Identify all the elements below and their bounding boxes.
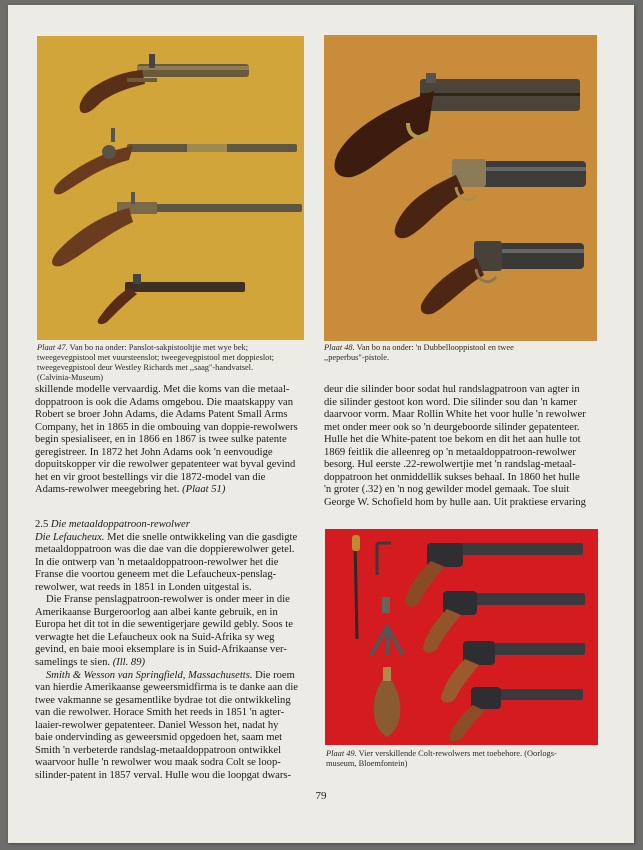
plate-48-label: Plaat 48. [324,343,355,352]
plate-49-photo [325,529,598,745]
book-page [8,5,634,843]
body-line: dopuitskopper vir die rewolwer gepatenteer wat byval gevind [35,459,296,471]
body-line: daarvoor vorm. Maar Rollin White het voor hulle 'n rewolwer [324,409,586,421]
section-heading [35,519,306,532]
plate-49-label: Plaat 49. [326,749,357,758]
plate-48-caption-line-2: ,,peperbus"-pistole. [324,353,390,362]
pepperbox-1 [395,159,586,238]
body-line: besorg. Hul eerste .22-rewolwertjie met 'n randslag-metaal- [324,459,576,471]
colt-4 [449,687,583,742]
body-line: doppatroon het onmiddellik sukses behaal. In 1860 het hulle [324,471,580,483]
column-1-top [35,384,306,497]
body-line: gevind, en baie mooi eksemplare is in Suid-Afrikaanse ver- [35,644,287,656]
plate-49-caption-line-1: Vier verskillende Colt-rewolwers met toebehore. (Oorlogs- [358,749,557,758]
pepperbox-2 [421,241,584,314]
body-line: van die rewolwer. Horace Smith het reeds in 1851 'n agter- [35,707,285,719]
body-line: Adams-rewolwer meegebring het. [35,484,180,496]
body-line: Die Franse penslagpatroon-rewolwer is onder meer in die [46,594,290,606]
body-line: Hulle het die White-patent toe bekom en dit het aan hulle tot [324,434,581,446]
body-line: Robert se broer John Adams, die Adams Patent Small Arms [35,409,288,421]
body-line: met onder meer ook so 'n deurgeboorde silinder gepatenteer. [324,421,580,433]
plate-48-caption-line-1: Van bo na onder: 'n Dubbellooppistool en twee [356,343,514,352]
body-line: Amerikaanse Burgeroorlog aan albei kante gebruik, en in [35,606,278,618]
pepperbox-illustration [324,35,597,341]
accessory-tools [371,543,403,655]
body-line: baie ondervinding as geweersmid opgedoen het, saam met [35,732,283,744]
subheading-smith-wesson: Smith & Wesson van Springfield, Massachusetts. [46,669,253,681]
body-line: 'n groter (.32) en 'n nog gewilder model gemaak. Toe sluit [324,484,570,496]
body-line: die silinder gestoot kon word. Die silinder sou dan 'n kamer [324,396,577,408]
section-title: Die metaaldoppatroon-rewolwer [50,519,190,530]
section-number: 2.5 [35,519,49,530]
plate-47-caption-line-4: (Calvinia-Museum) [37,373,104,382]
body-line: Europa het dit tot in die sewentigerjare gewild gebly. Soos te [35,619,293,631]
body-line: metaaldoppatroon was die dae van die doppierewolwer getel. [35,544,295,556]
plate-47-caption-line-2: tweegevegpistool met vuursteenslot; tweegevegpistool met doppieslot; [37,353,275,362]
body-line: deur die silinder boor sodat hul randslagpatroon van agter in [324,384,580,395]
body-line: geregistreer. In 1872 het John Adams ook 'n eenvoudige [35,446,273,458]
plate-47-caption [37,343,307,383]
column-1-bottom [35,519,306,782]
body-line: twee vakmanne se gesamentlike bydrae tot die ontwikkeling [35,694,291,706]
body-line: laaier-rewolwer gepatenteer. Daniel Wesson het, nadat hy [35,719,279,731]
plate-47-caption-line-3: tweegevegpistool deur Westley Richards met ,,saag"-handvatsel. [37,363,254,372]
pistol-2 [54,128,297,194]
plate-47-caption-line-1: Van bo na onder: Panslot-sakpistooltjie met wye bek; [69,343,249,352]
body-line: Die roem [255,669,295,681]
plate-49-caption [326,749,598,769]
body-line: Company, het in 1865 in die ombouing van doppie-rewolwers [35,421,298,433]
plate-47-label: Plaat 47. [37,343,68,352]
plate-48-photo [324,35,597,341]
pistol-1 [80,54,249,113]
body-line: skillende modelle vervaardig. Met die koms van die metaal- [35,384,290,395]
illustration-reference: (Ill. 89) [112,657,146,669]
accessory-rod [352,535,360,639]
body-line: waarvoor hulle 'n rewolwer wou maak sodra Colt se loop- [35,757,281,769]
body-line: Smith 'n verbeterde randslag-metaaldoppatroon ontwikkel [35,744,282,756]
body-line: 1869 feitlik die alleenreg op 'n metaaldoppatroon-rewolwer [324,446,576,458]
plate-49-caption-line-2: museum, Bloemfontein) [326,759,408,768]
body-line: het en vir groot bestellings vir die 1872-model van die [35,471,266,483]
pistols-illustration [37,36,304,340]
powder-flask [374,667,401,737]
body-line: George W. Schofield hom by hulle aan. Uit praktiese ervaring [324,496,586,508]
plate-47-photo [37,36,304,340]
body-line: Met die snelle ontwikkeling van die gasdigte [107,531,298,543]
body-line: samelings te sien. [35,657,111,669]
body-line: In die ontwerp van 'n metaaldoppatroon-rewolwer het die [35,556,279,568]
body-line: Franse die voortou geneem met die Lefaucheux-penslag- [35,569,277,581]
body-line: begin spesialiseer, en in 1866 en 1867 is twee sulke patente [35,434,287,446]
body-line: van hierdie Amerikaanse geweersmidfirma is te danke aan die [35,682,298,694]
body-line: rewolwer, wat reeds in 1851 in Londen uitgestal is. [35,581,252,593]
pistol-4 [98,274,245,324]
colt-revolvers-illustration [325,529,598,745]
body-line: doppatroon is ook die Adams omgebou. Die maatskappy van [35,396,294,408]
plate-48-caption [324,343,599,363]
column-2 [324,384,599,509]
page-number: 79 [315,790,327,802]
body-line: silinder-patent in 1857 verval. Hulle wou die loopgat dwars- [35,769,292,781]
body-line: verwagte het die Lefaucheux ook na Suid-Afrika sy weg [35,631,275,643]
subheading-lefaucheux: Die Lefaucheux. [35,531,105,543]
pistol-3 [52,192,302,266]
plate-reference: (Plaat 51) [182,484,226,496]
